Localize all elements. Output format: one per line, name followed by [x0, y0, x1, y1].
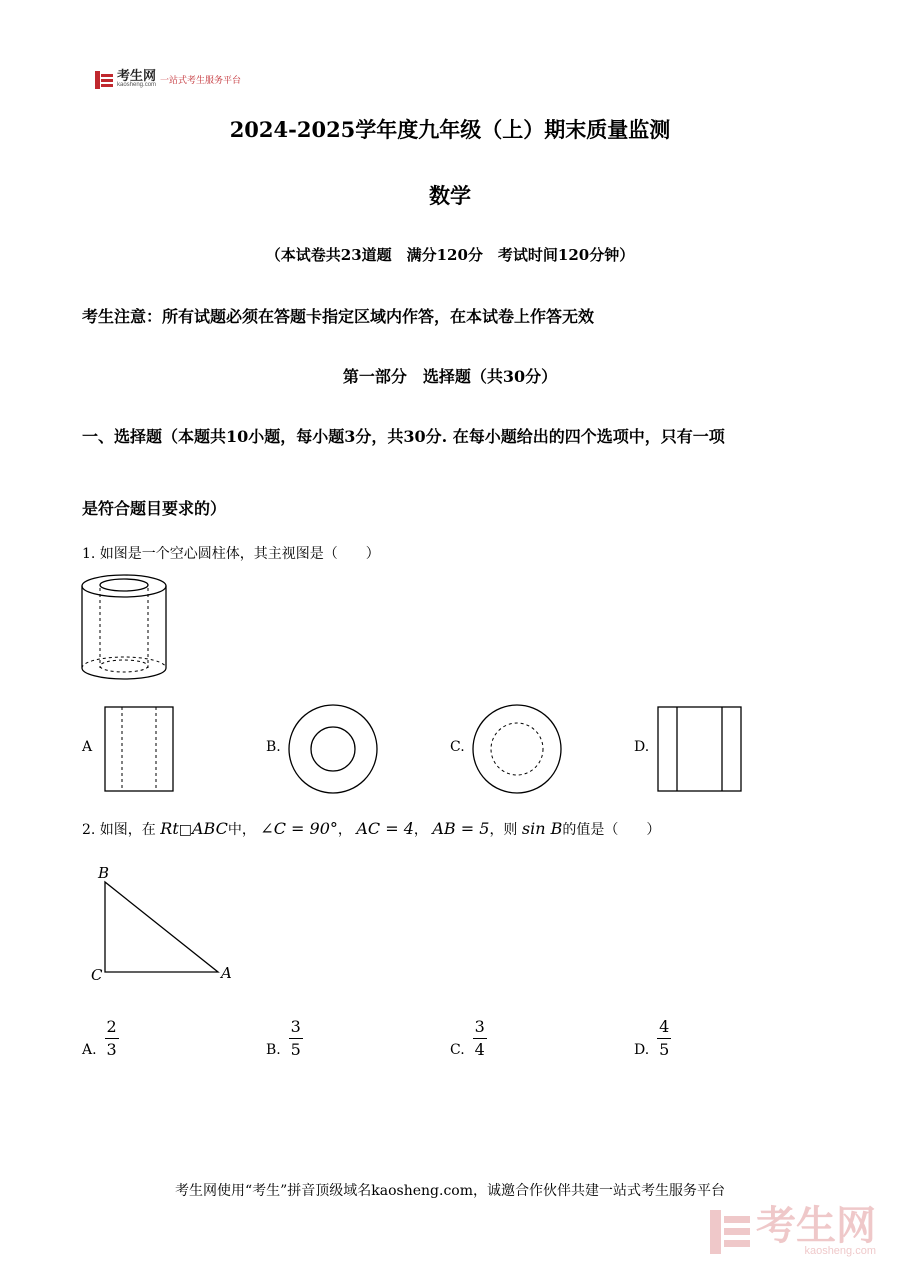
q2-ac: AC = 4: [356, 819, 414, 838]
q2-label-a: A: [221, 964, 232, 982]
q2-option-c-den: 4: [474, 1040, 485, 1059]
q2-option-b-letter: B.: [266, 1041, 281, 1058]
q2-sep-1: ，: [337, 822, 352, 838]
q2-option-d-fraction: [657, 1018, 671, 1059]
fraction-bar: [105, 1038, 119, 1039]
logo-domain: kaosheng.com: [117, 82, 157, 88]
q2-sinb: sin B: [521, 819, 563, 838]
q2-option-a[interactable]: [82, 1018, 119, 1059]
q2-option-c[interactable]: [450, 1018, 487, 1059]
watermark-text: [756, 1206, 876, 1257]
watermark-logo-icon: [710, 1210, 750, 1254]
logo-brand-name: 考生网: [117, 68, 157, 83]
exam-title: 2024-2025学年度九年级（上）期末质量监测: [229, 117, 671, 142]
q2-abc: ABC: [191, 819, 228, 838]
q2-option-d-letter: D.: [634, 1041, 650, 1058]
logo-brand: [117, 70, 156, 89]
kaosheng-logo-icon: [95, 71, 113, 89]
header-logo: [95, 70, 241, 89]
q2-label-c: C: [91, 966, 103, 984]
exam-subject: 数学: [429, 183, 471, 208]
q2-option-c-fraction: [473, 1018, 487, 1059]
fraction-bar: [473, 1038, 487, 1039]
q1-option-c-figure[interactable]: [472, 704, 562, 794]
q2-option-b[interactable]: [266, 1018, 303, 1059]
q2-number: 2. 如图，在: [82, 822, 156, 838]
q1-option-c-label: C.: [450, 739, 465, 755]
q2-triangle-figure: [90, 862, 240, 987]
footer-text: 考生网使用“考生”拼音顶级域名kaosheng.com，诚邀合作伙伴共建一站式考生服务平台: [174, 1183, 726, 1199]
q1-option-d-label: D.: [634, 739, 650, 755]
q1-stem: 1. 如图是一个空心圆柱体，其主视图是（ ）: [82, 546, 380, 562]
q2-option-b-num: 3: [290, 1017, 301, 1036]
fraction-bar: [289, 1038, 303, 1039]
q2-mid: 中，: [227, 822, 256, 838]
q2-option-d-num: 4: [659, 1017, 670, 1036]
q2-option-d-den: 5: [659, 1040, 670, 1059]
q2-option-a-den: 3: [106, 1040, 117, 1059]
q2-rt: Rt: [160, 819, 179, 838]
q1-option-b-label: B.: [266, 739, 281, 755]
q2-option-b-fraction: [289, 1018, 303, 1059]
q1-option-a-label: A: [82, 739, 93, 755]
exam-notice: 考生注意：所有试题必须在答题卡指定区域内作答，在本试卷上作答无效: [82, 307, 595, 326]
q1-option-d-figure[interactable]: [657, 706, 742, 792]
q1-hollow-cylinder-figure: [78, 572, 174, 686]
q2-option-d[interactable]: [634, 1018, 671, 1059]
exam-info: （本试卷共23道题 满分120分 考试时间120分钟）: [265, 246, 635, 264]
q2-option-a-fraction: [105, 1018, 119, 1059]
q2-stem: [82, 819, 660, 839]
q1-option-a-figure[interactable]: [104, 706, 174, 792]
section-heading-line2: 是符合题目要求的）: [82, 499, 227, 518]
q2-then: ，则: [489, 822, 518, 838]
q2-ab: AB = 5: [432, 819, 490, 838]
watermark-domain: kaosheng.com: [804, 1245, 876, 1257]
watermark-brand: 考生网: [756, 1204, 876, 1248]
q2-tail: 的值是（ ）: [562, 822, 661, 838]
q1-option-b-figure[interactable]: [288, 704, 378, 794]
q2-option-b-den: 5: [290, 1040, 301, 1059]
fraction-bar: [657, 1038, 671, 1039]
part-heading: 第一部分 选择题（共30分）: [342, 367, 558, 386]
q2-option-c-letter: C.: [450, 1041, 465, 1058]
q2-sep-2: ，: [413, 822, 428, 838]
q2-option-a-letter: A.: [82, 1041, 97, 1058]
watermark: [710, 1206, 876, 1257]
q2-option-a-num: 2: [106, 1017, 117, 1036]
q2-label-b: B: [98, 864, 110, 882]
section-heading-line1: 一、选择题（本题共10小题，每小题3分，共30分. 在每小题给出的四个选项中，只有一项: [82, 427, 725, 446]
q2-triangle-symbol: □: [178, 822, 192, 838]
logo-slogan: 一站式考生服务平台: [160, 75, 242, 85]
q2-angle-c: ∠C = 90°: [260, 819, 338, 838]
q2-option-c-num: 3: [474, 1017, 485, 1036]
